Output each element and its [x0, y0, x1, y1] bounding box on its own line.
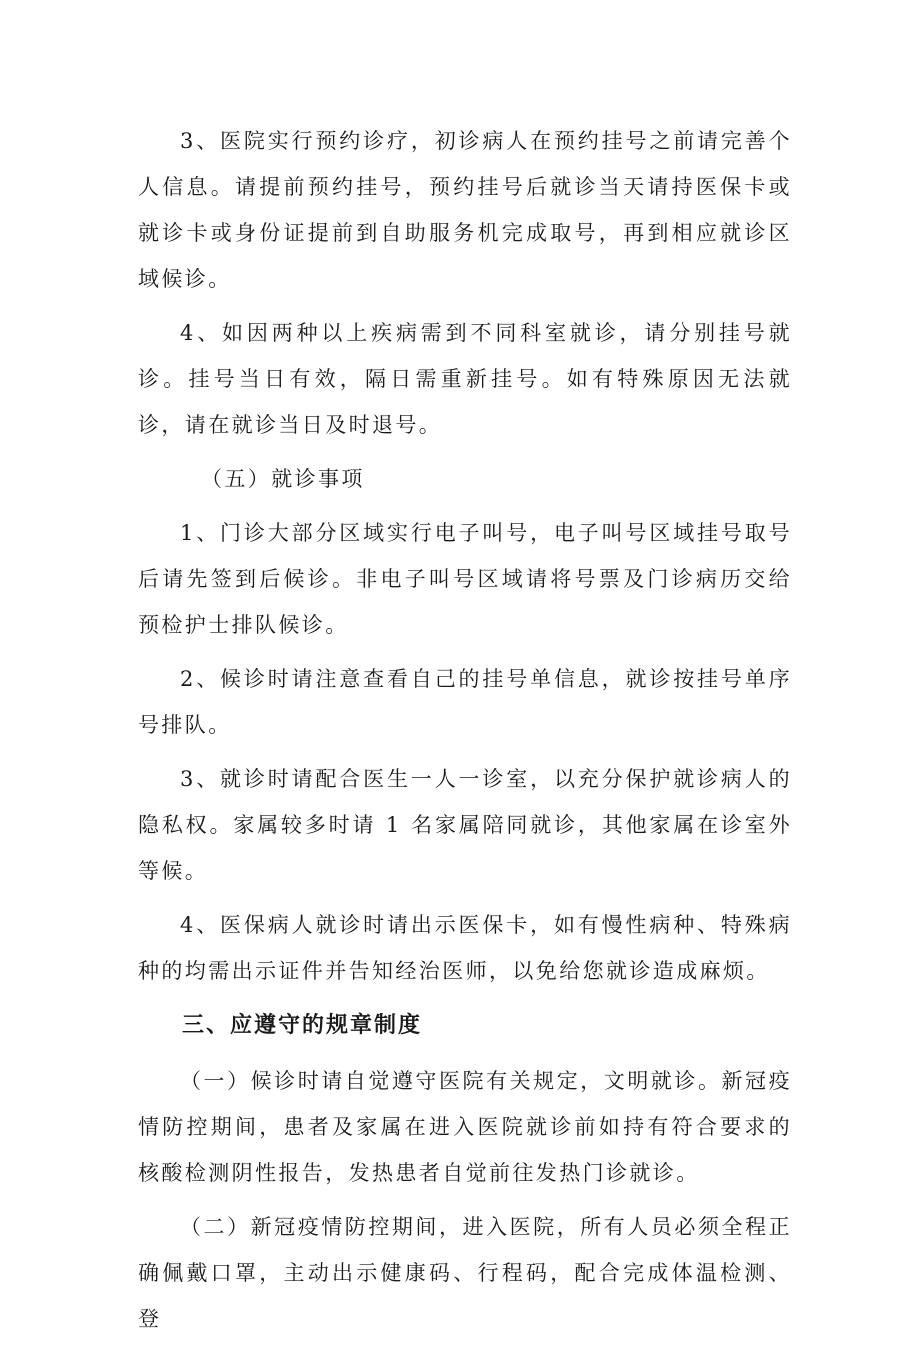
paragraph-electronic-queue: 1、门诊大部分区域实行电子叫号，电子叫号区域挂号取号后请先签到后候诊。非电子叫号区域请将号票及门诊病历交给预检护士排队候诊。	[138, 521, 792, 637]
section-heading-rules: 三、应遵守的规章制度	[182, 1013, 423, 1038]
paragraph-multiple-departments: 4、如因两种以上疾病需到不同科室就诊，请分别挂号就诊。挂号当日有效，隔日需重新挂号。如有特殊原因无法就诊，请在就诊当日及时退号。	[138, 321, 792, 437]
paragraph-rule-two: （二）新冠疫情防控期间，进入医院，所有人员必须全程正确佩戴口罩，主动出示健康码、行程码，配合完成体温检测、登	[138, 1215, 792, 1331]
paragraph-check-registration-slip: 2、候诊时请注意查看自己的挂号单信息，就诊按挂号单序号排队。	[138, 667, 792, 737]
paragraph-medical-insurance: 4、医保病人就诊时请出示医保卡，如有慢性病种、特殊病种的均需出示证件并告知经治医师，以免给您就诊造成麻烦。	[138, 913, 792, 983]
paragraph-rule-one: （一）候诊时请自觉遵守医院有关规定，文明就诊。新冠疫情防控期间，患者及家属在进入医院就诊前如持有符合要求的核酸检测阴性报告，发热患者自觉前往发热门诊就诊。	[138, 1069, 792, 1185]
section-subheading-visit-matters: （五）就诊事项	[201, 467, 365, 491]
paragraph-appointment-registration: 3、医院实行预约诊疗，初诊病人在预约挂号之前请完善个人信息。请提前预约挂号，预约挂号后就诊当天请持医保卡或就诊卡或身份证提前到自助服务机完成取号，再到相应就诊区域候诊。	[138, 129, 792, 291]
paragraph-privacy: 3、就诊时请配合医生一人一诊室，以充分保护就诊病人的隐私权。家属较多时请 1 名家属陪同就诊，其他家属在诊室外等候。	[138, 767, 792, 883]
document-body	[138, 118, 792, 1350]
